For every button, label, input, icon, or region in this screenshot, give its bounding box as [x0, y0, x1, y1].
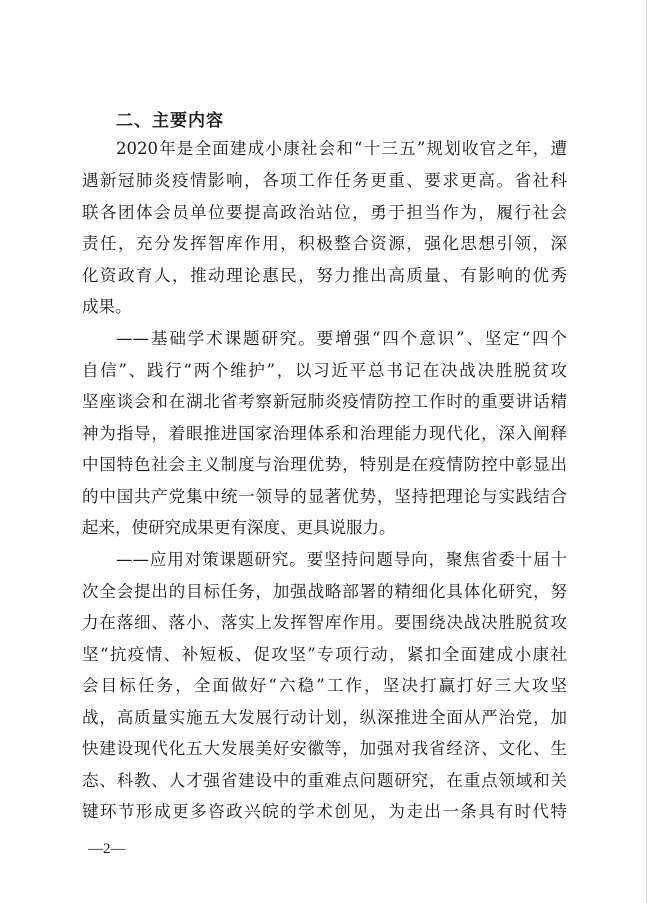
para2-line-6: 的中国共产党集中统一领导的显著优势，坚持把理论与实践结合 — [82, 487, 567, 506]
para3-line-1 — [116, 548, 567, 572]
para3-line-6: 战，高质量实施五大发展行动计划，纵深推进全面从严治党，加 — [82, 708, 567, 727]
para3-line-3: 力在落细、落小、落实上发挥智库作用。要围绕决战决胜脱贫攻 — [82, 613, 567, 632]
para1-line-2: 遇新冠肺炎疫情影响，各项工作任务更重、要求更高。省社科 — [82, 171, 567, 190]
para3-first-rest: 要坚持问题导向，聚焦省委十届十 — [306, 550, 568, 569]
para1-line-3: 联各团体会员单位要提高政治站位，勇于担当作为，履行社会 — [82, 203, 567, 222]
para3-lead: ——应用对策课题研究。 — [116, 550, 307, 569]
para3-line-8: 态、科教、人才强省建设中的重难点问题研究，在重点领域和关 — [82, 771, 567, 790]
para2-line-1 — [116, 327, 567, 351]
para1-line-6: 成果。 — [82, 297, 132, 316]
para1-line-5: 化资政育人，推动理论惠民，努力推出高质量、有影响的优秀 — [82, 266, 567, 285]
para3-line-7: 快建设现代化五大发展美好安徽等，加强对我省经济、文化、生 — [82, 739, 567, 758]
para1-line-4: 责任，充分发挥智库作用，积极整合资源，强化思想引领，深 — [82, 234, 567, 253]
para3-line-4: 坚“抗疫情、补短板、促攻坚”专项行动，紧扣全面建成小康社 — [82, 645, 567, 664]
para1-line-1: 2020年是全面建成小康社会和“十三五”规划收官之年，遭 — [116, 139, 567, 158]
para2-line-7: 起来，使研究成果更有深度、更具说服力。 — [82, 518, 396, 537]
para2-first-rest: 要增强“四个意识”、坚定“四个 — [316, 329, 567, 348]
section-heading: 二、主要内容 — [116, 111, 224, 131]
para2-lead: ——基础学术课题研究。 — [116, 329, 317, 348]
para2-line-2: 自信”、践行“两个维护”，以习近平总书记在决战决胜脱贫攻 — [82, 361, 567, 380]
para2-line-5: 中国特色社会主义制度与治理优势，特别是在疫情防控中彰显出 — [82, 455, 567, 474]
page-number: —2— — [88, 841, 126, 857]
para2-line-4: 神为指导，着眼推进国家治理体系和治理能力现代化，深入阐释 — [82, 424, 567, 443]
para3-line-2: 次全会提出的目标任务，加强战略部署的精细化具体化研究，努 — [82, 582, 567, 601]
para2-line-3: 坚座谈会和在湖北省考察新冠肺炎疫情防控工作时的重要讲话精 — [82, 392, 567, 411]
para3-line-9: 键环节形成更多咨政兴皖的学术创见，为走出一条具有时代特 — [82, 802, 567, 821]
para3-line-5: 会目标任务，全面做好“六稳”工作，坚决打赢打好三大攻坚 — [82, 676, 567, 695]
